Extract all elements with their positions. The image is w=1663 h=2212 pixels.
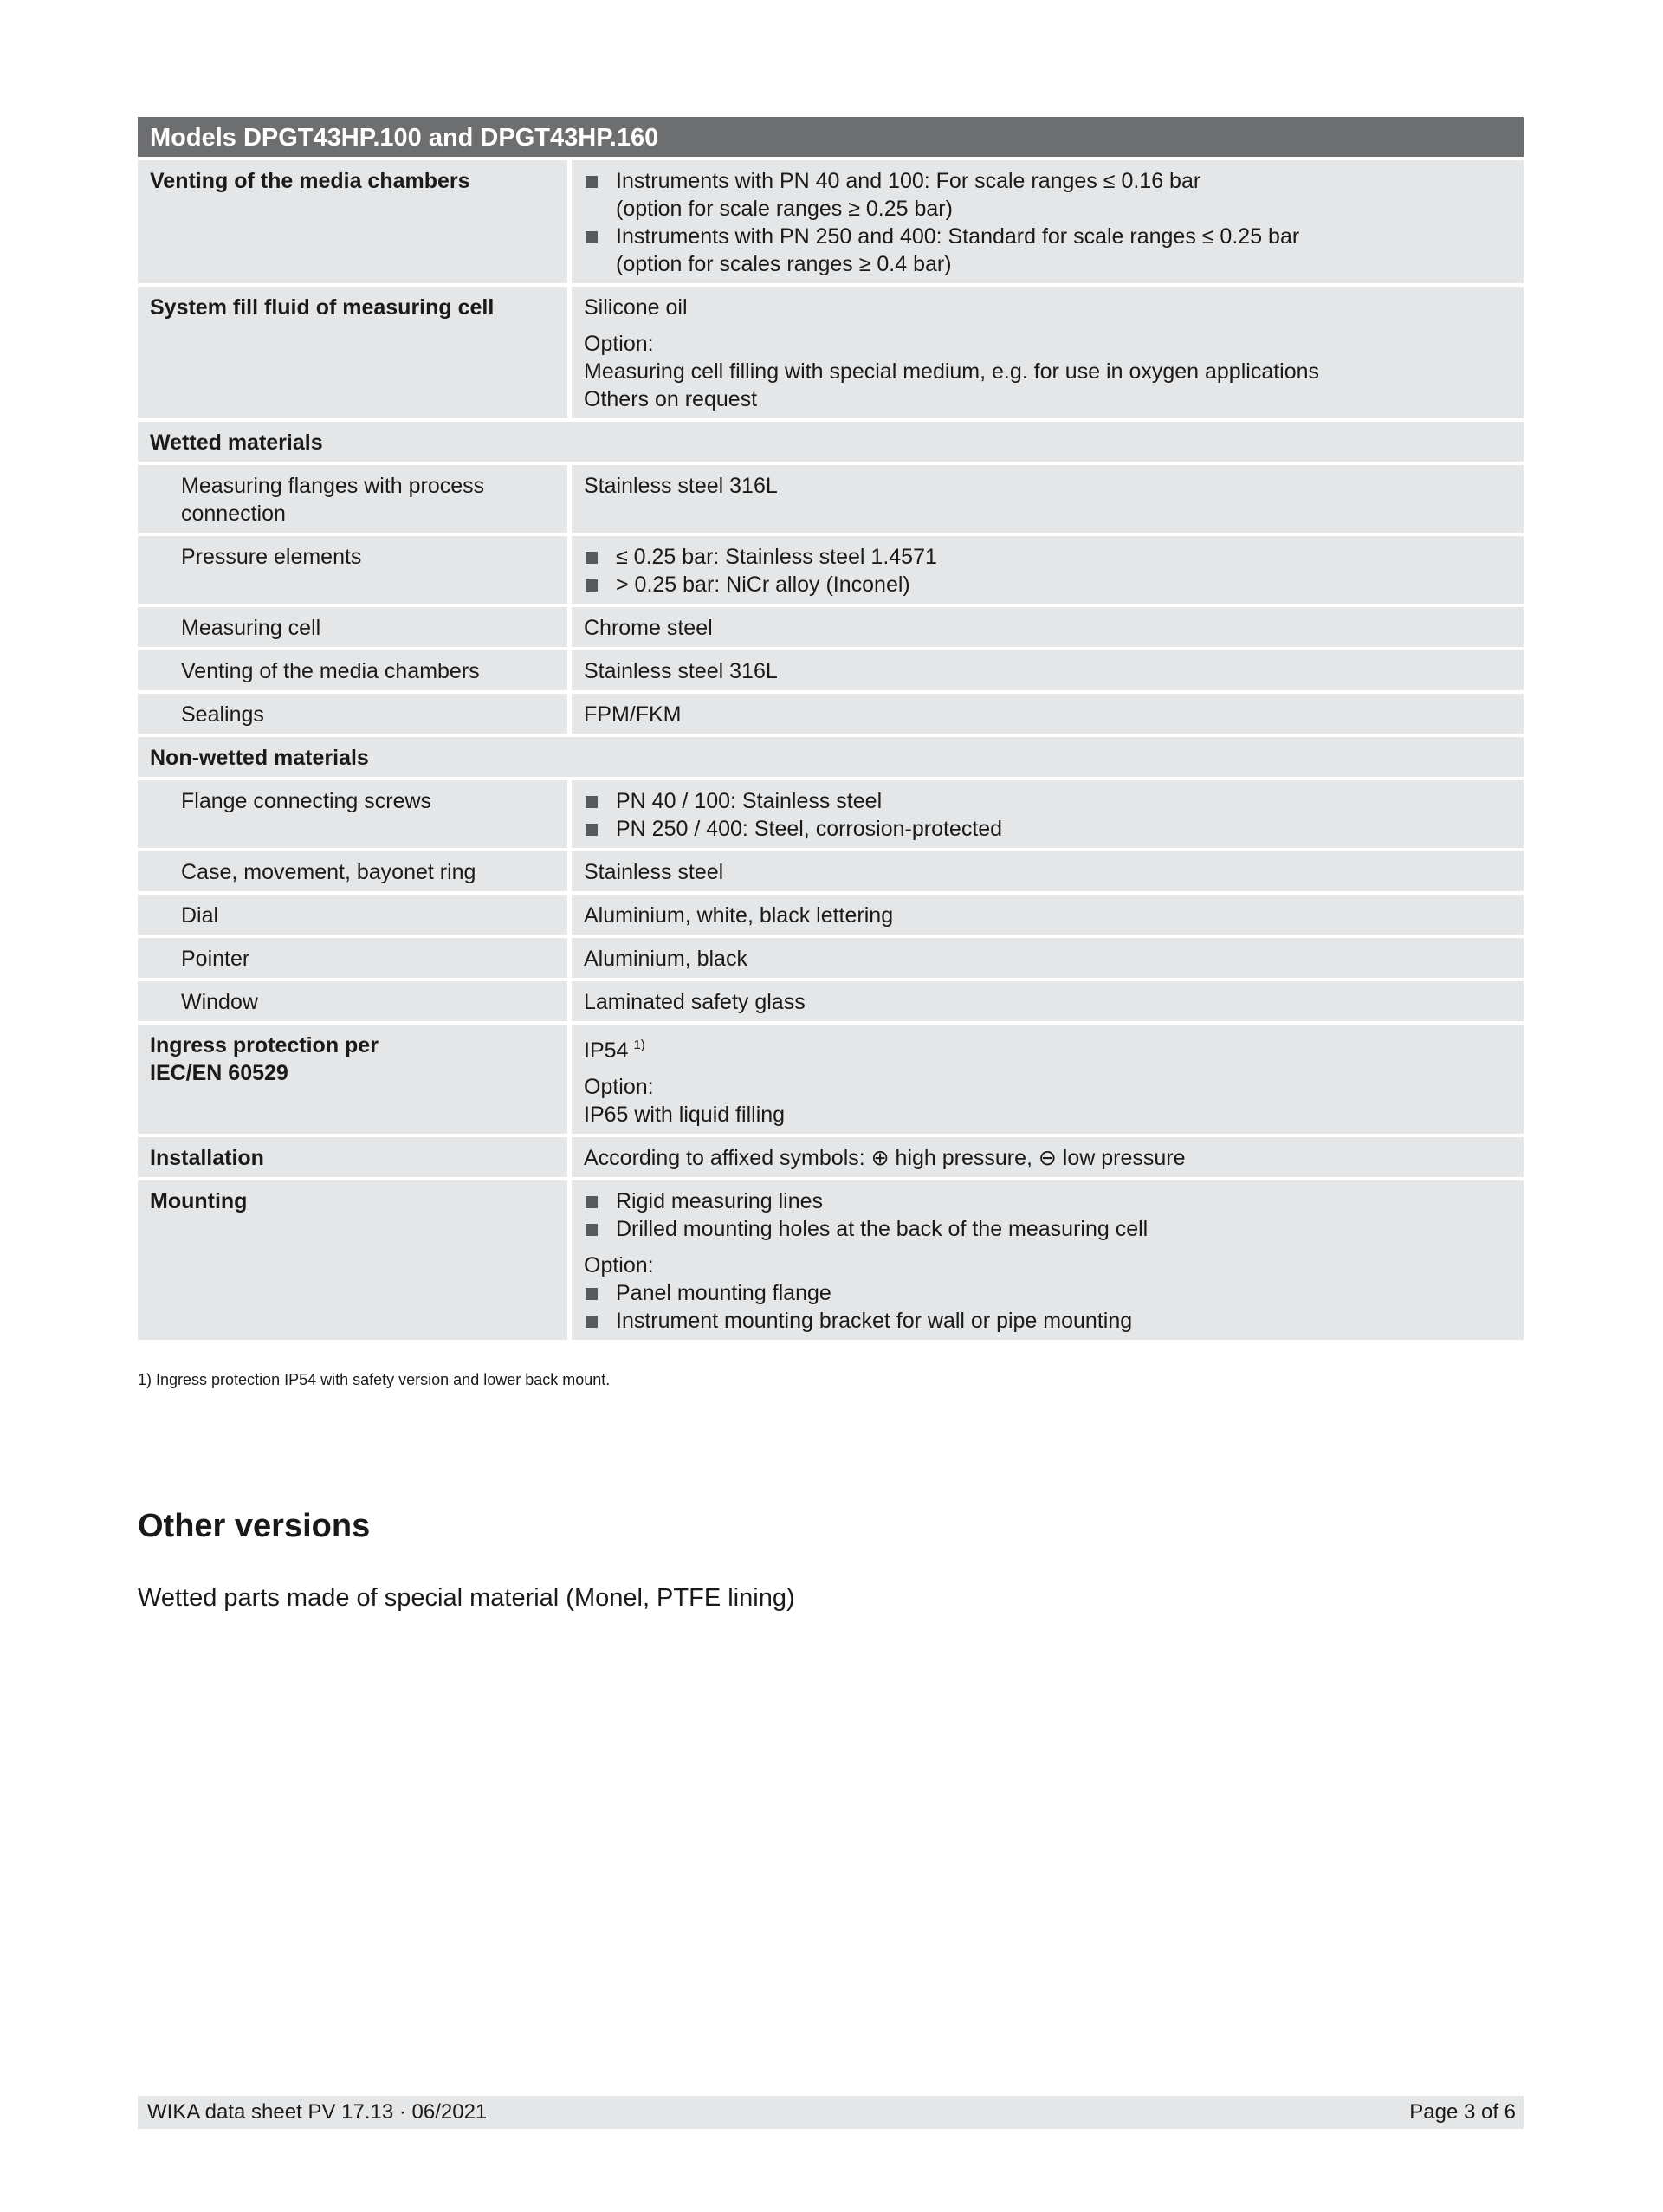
value-line: Silicone oil — [584, 295, 688, 320]
spec-section — [138, 117, 1524, 1390]
row-label: Case, movement, bayonet ring — [138, 851, 572, 891]
row-label: Mounting — [138, 1180, 572, 1340]
table-row — [138, 938, 1524, 978]
row-value — [572, 160, 1524, 283]
bullet-item — [584, 223, 1511, 278]
row-value: Stainless steel 316L — [572, 465, 1524, 533]
row-value: Laminated safety glass — [572, 981, 1524, 1021]
bullet-item — [584, 167, 1511, 223]
row-label — [138, 1025, 572, 1134]
row-label: System fill fluid of measuring cell — [138, 287, 572, 418]
table-header-row — [138, 117, 1524, 157]
value-line: IP65 with liquid filling — [584, 1103, 786, 1127]
bullet-item: PN 40 / 100: Stainless steel — [584, 787, 1511, 815]
row-label: Venting of the media chambers — [138, 650, 572, 690]
row-label: Window — [138, 981, 572, 1021]
section-row — [138, 737, 1524, 777]
row-value — [572, 1180, 1524, 1340]
row-label: Sealings — [138, 694, 572, 734]
section-heading-other-versions: Other versions — [138, 1508, 371, 1544]
label-line: IEC/EN 60529 — [150, 1061, 288, 1085]
bullet-text: Instruments with PN 40 and 100: For scale ranges ≤ 0.16 bar — [616, 169, 1201, 193]
row-value — [572, 780, 1524, 848]
other-versions-text: Wetted parts made of special material (Monel, PTFE lining) — [138, 1584, 795, 1612]
row-value: Aluminium, white, black lettering — [572, 895, 1524, 935]
option-label: Option: — [584, 1253, 654, 1277]
table-row — [138, 851, 1524, 891]
footnote-ref: 1) — [633, 1038, 645, 1052]
section-heading: Wetted materials — [138, 422, 1524, 462]
table-row — [138, 465, 1524, 533]
row-value: Stainless steel 316L — [572, 650, 1524, 690]
row-label: Pressure elements — [138, 536, 572, 604]
row-label: Venting of the media chambers — [138, 160, 572, 283]
bullet-text: Instruments with PN 250 and 400: Standard for scale ranges ≤ 0.25 bar — [616, 224, 1300, 249]
row-label: Dial — [138, 895, 572, 935]
section-heading: Non-wetted materials — [138, 737, 1524, 777]
bullet-item: Instrument mounting bracket for wall or pipe mounting — [584, 1307, 1511, 1335]
table-row — [138, 694, 1524, 734]
row-value: FPM/FKM — [572, 694, 1524, 734]
row-value — [572, 1025, 1524, 1134]
specifications-table — [138, 113, 1524, 1343]
table-title: Models DPGT43HP.100 and DPGT43HP.160 — [138, 117, 1524, 157]
label-line: Ingress protection per — [150, 1033, 379, 1057]
footnote: 1) Ingress protection IP54 with safety version and lower back mount. — [138, 1371, 611, 1388]
table-row — [138, 1137, 1524, 1177]
table-row — [138, 287, 1524, 418]
bullet-text-cont: (option for scales ranges ≥ 0.4 bar) — [616, 252, 952, 276]
bullet-item: Rigid measuring lines — [584, 1187, 1511, 1215]
row-value: Chrome steel — [572, 607, 1524, 647]
table-row — [138, 607, 1524, 647]
table-row — [138, 1180, 1524, 1340]
bullet-text-cont: (option for scale ranges ≥ 0.25 bar) — [616, 197, 953, 221]
table-row — [138, 1025, 1524, 1134]
table-row — [138, 536, 1524, 604]
option-label: Option: — [584, 332, 654, 356]
page-number: Page 3 of 6 — [1409, 2100, 1516, 2124]
bullet-item: PN 250 / 400: Steel, corrosion-protected — [584, 815, 1511, 843]
row-label: Measuring cell — [138, 607, 572, 647]
table-row — [138, 160, 1524, 283]
table-row — [138, 981, 1524, 1021]
row-label: Pointer — [138, 938, 572, 978]
row-value: Aluminium, black — [572, 938, 1524, 978]
section-row — [138, 422, 1524, 462]
row-value: According to affixed symbols: ⊕ high pressure, ⊖ low pressure — [572, 1137, 1524, 1177]
value-line: Measuring cell filling with special medium, e.g. for use in oxygen applications — [584, 359, 1320, 384]
bullet-item: Drilled mounting holes at the back of the measuring cell — [584, 1215, 1511, 1243]
row-label: Flange connecting screws — [138, 780, 572, 848]
row-label: Installation — [138, 1137, 572, 1177]
row-label: Measuring flanges with process connection — [138, 465, 572, 533]
page-footer — [138, 2096, 1524, 2129]
option-label: Option: — [584, 1075, 654, 1099]
row-value: Stainless steel — [572, 851, 1524, 891]
bullet-item: Panel mounting flange — [584, 1279, 1511, 1307]
bullet-item: > 0.25 bar: NiCr alloy (Inconel) — [584, 571, 1511, 598]
datasheet-reference: WIKA data sheet PV 17.13 · 06/2021 — [147, 2100, 488, 2124]
bullet-item: ≤ 0.25 bar: Stainless steel 1.4571 — [584, 543, 1511, 571]
table-row — [138, 780, 1524, 848]
ip-rating: IP54 — [584, 1038, 629, 1063]
value-line: Others on request — [584, 387, 758, 411]
row-value — [572, 287, 1524, 418]
table-row — [138, 650, 1524, 690]
value-line — [584, 1032, 1511, 1064]
row-value — [572, 536, 1524, 604]
table-row — [138, 895, 1524, 935]
